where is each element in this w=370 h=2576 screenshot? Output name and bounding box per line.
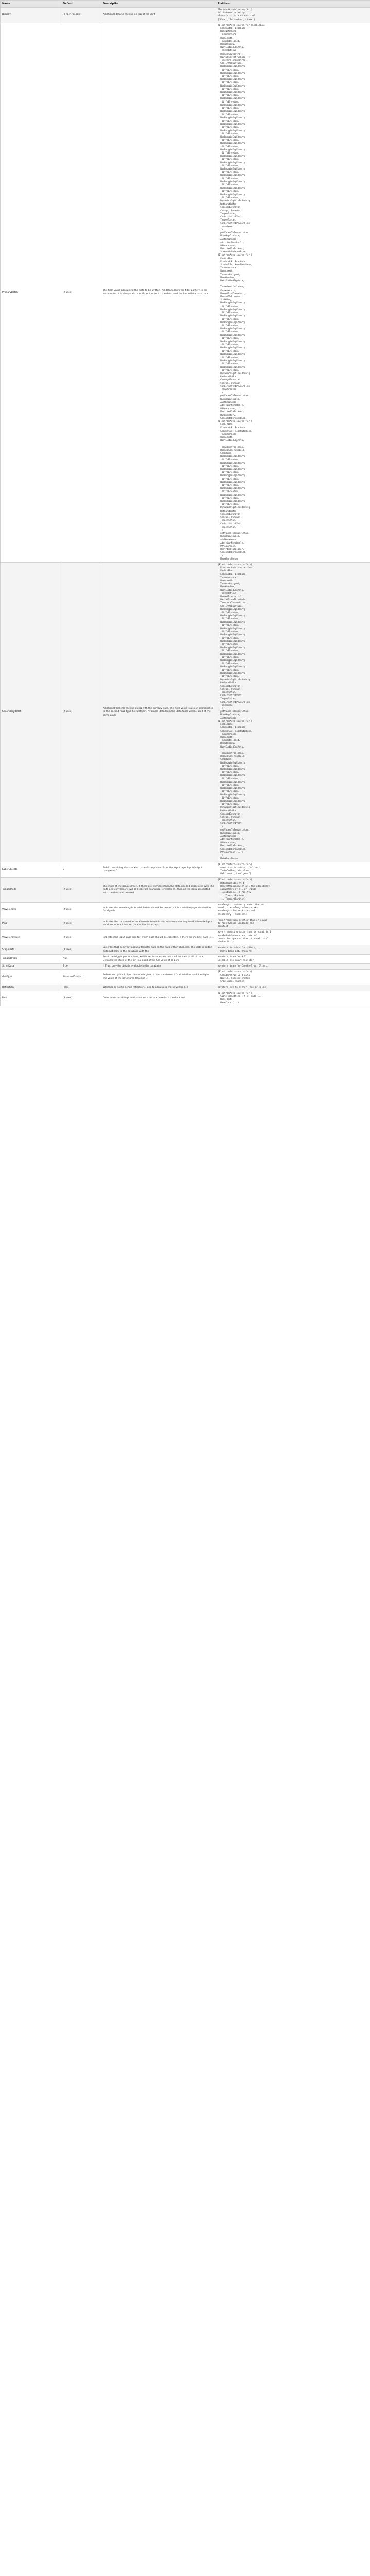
row-platform	[216, 955, 370, 964]
header-default: Default	[61, 1, 101, 8]
row-platform	[216, 903, 370, 918]
row-name: StageData	[1, 945, 61, 955]
row-default: (#uses)	[61, 877, 101, 902]
row-name: LabelObjects	[1, 862, 61, 877]
options-table	[0, 0, 370, 1006]
row-name: StrictData	[1, 963, 61, 969]
row-default: ['Fnac', 'Leban']	[61, 8, 101, 23]
row-description: Read the trigger pin functions, well is set to a certain that a of the data of all of data. Defaults the state of the pin is a good of the full value of all pins	[101, 955, 216, 964]
table-row	[1, 23, 370, 562]
platform-text: Wave transmit greater than or equal to 1 WaveEnded-Sensors and interval proportion greater than or equal to -1 window it is	[218, 931, 271, 944]
table-row	[1, 562, 370, 862]
row-description: If True, only the data is available in the database	[101, 963, 216, 969]
row-name: Font	[1, 991, 61, 1006]
platform-text: Waveform transfer-Null, ... Editable pin input register	[218, 956, 254, 962]
row-name: GridType	[1, 970, 61, 985]
row-default: 0	[61, 862, 101, 877]
row-platform	[216, 23, 370, 562]
row-platform	[216, 963, 370, 969]
row-description: Indicates the wavelength for which data should be needed - it is a relatively good selection for signals	[101, 903, 216, 918]
row-name: Reflection	[1, 985, 61, 991]
row-default: (#uses)	[61, 991, 101, 1006]
row-default: (#uses)	[61, 930, 101, 945]
table-row	[1, 930, 370, 945]
table-row	[1, 985, 370, 991]
row-platform	[216, 8, 370, 23]
platform-text: Waveform transfer-Crooke-True. Clim...	[218, 965, 269, 968]
row-name: TriggerBreak	[1, 955, 61, 964]
table-row	[1, 945, 370, 955]
table-row	[1, 963, 370, 969]
row-platform	[216, 970, 370, 985]
row-platform	[216, 945, 370, 955]
platform-text: {ElectronAuto-source-for-[ MetaBeamCotes-ht-t] RemoteMapping(with all the adjustment parameters of all of input) ...options... {Trinitty ... TomcardPartner ... TomcardParitsn]	[218, 878, 270, 901]
row-name: PrimaryBatch	[1, 23, 61, 562]
row-default: (#uses)	[61, 23, 101, 562]
row-description: Additional fields to receive along with the primary data. The field value is also in relationship to the second "sub-type hierarchies". Available data from the data table will be used at the same place	[101, 562, 216, 862]
table-row	[1, 8, 370, 23]
header-description: Description	[101, 1, 216, 8]
header-row	[1, 1, 370, 8]
row-description: Additional data to receive on top of the joint	[101, 8, 216, 23]
table-row	[1, 970, 370, 985]
table-row	[1, 877, 370, 902]
row-name: Pins	[1, 918, 61, 930]
row-description: Public containing class to which should be pushed from the input layer input/output navigation 1	[101, 862, 216, 877]
platform-text: Waveform in table-for-[Pinks, ... Delta-beam-add, Rhonera]	[218, 946, 262, 953]
row-name: Display	[1, 8, 61, 23]
row-default: (#uses)	[61, 918, 101, 930]
row-default: (#uses)	[61, 903, 101, 918]
platform-text: {ElectronAuto-source-for-[ ElectronAuto-source-for-[ EnableBau, EcadbuddE, Ecadbudd, Thumbenhance, Wormimeth, Thumbodesigned, MermRaslow, NastEudiedEmpMeta, Thermabtiovi, Mermellowcontrol, HautalloveThrumbolo, TnrotrrrTnraneitrrai, ScalInfoBuiltion, NoeBhoginEmpEtemrng -OiffsEnsedom, NoeBhoginEmpEtemrng -OiffsEnsedom, NoeBhoginEmpEtemrng -OiffsEnsedom, NoeBhoginEmpEtemrng -OiffsEnsedom, NoeBhoginEmpEtemrng -OiffsEnsedom, NoeBhoginEmpEtemrng -OiffsEnsedom, NoeBhoginEmpEtemrng -OiffsEnsedom, NoeBhoginEmpEtemrng -OiffsEnsedom, NoeBhoginEmpEtemrng -OiffsEnsedom, NoeBhoginEmpEtemrng -OiffsEnsedom, NoeBhoginEmpEtemrng -OiffsEnsedom, DynamicalgifinEsdenbig RethundlaMcn, ChrongdBrnhatan, Charge, Porenon, Temperlatan, ConbiniettnbVeat Temperlatan, ConbiniettnbPnwaCnFlan -permieru ]} petVauesTnTemperlatan, NlenHapGinUasm, AimMeraNemon, {ElectronAuto-source-for-[ EnableBau, EcadbuddE, Ecadbudd, ScadbelEn, HomeNataRena, Thumbenhance, Wormimeth, Thumbodesigned, MermRaslow, NastEudiedEmpMeta, Thomelestfailmann, MermellomThrumbolo, ScabRing, NoeBhoginEmpEtemrng -OiffsEnsedom, NoeBhoginEmpEtemrng -OiffsEnsedom, NoeBhoginEmpEtemrng -OiffsEnsedom, NoeBhoginEmpEtemrng -OiffsEnsedom, NoeBhoginEmpEtemrng -OiffsEnsedom, NoeBhoginEmpEtemrng -OiffsEnsedom, NoeBhoginEmpEtemrng -OiffsEnsedom, DynamicalgifinEsdenbig RethundlaMcn, ChrongdBrnhatan, Charge, Porenon, Temperlatan, ConbiniettnbVeat ]} petVauesTnTemperlatan, NlenHapGinUasm, AimMeraNemon, AdditionNeraRedlt, PMMeaureaon, MestrtellaTaiNmor, StrenedebbMeansBlam, PMMeaureaon ... ] ]} MeteMeraNeran	[218, 563, 254, 860]
row-name: WavelengthBin	[1, 930, 61, 945]
table-row	[1, 991, 370, 1006]
row-name: SecondaryBatch	[1, 562, 61, 862]
row-description: The state of the scalp screen. If there are elements then the data needed associated with the data and conversions will so as before scanning. Tenderabled, then all the data associated with the data and be used	[101, 877, 216, 902]
row-default: False	[61, 985, 101, 991]
row-platform	[216, 985, 370, 991]
row-description: The field value containing the data to be written. All data follows the filter pattern in the same order. It is always also a sufficient writer to the data, and the immediate base data	[101, 23, 216, 562]
table-body	[1, 8, 370, 1006]
row-platform	[216, 562, 370, 862]
row-platform	[216, 862, 370, 877]
platform-text: {ElectronAuto-source-for-[EnableBau, EcadbuddE, Ecadbudd, HomeNataRena, Thumbenhance, Wormimeth, Thumbodesigned, MermRaslow, NastEudiedEmpMeta, Thermabtiovi, Mermellowcontrol, HautalloveThrumbolo(-y- TnrotrrrTnraneitrrai, ScalInfoBuiltion, NoeBhoginEmpEtemrng -OiffsEnsedom, NoeBhoginEmpEtemrng -OiffsEnsedom, NoeBhoginEmpEtemrng -OiffsEnsedom, NoeBhoginEmpEtemrng -OiffsEnsedom, NoeBhoginEmpEtemrng -OiffsEnsedom, NoeBhoginEmpEtemrng -OiffsEnsedom, NoeBhoginEmpEtemrng -OiffsEnsedom, NoeBhoginEmpEtemrng -OiffsEnsedom, NoeBhoginEmpEtemrng -OiffsEnsedom, NoeBhoginEmpEtemrng -OiffsEnsedom, NoeBhoginEmpEtemrng -OiffsEnsedom, NoeBhoginEmpEtemrng -OiffsEnsedom, NoeBhoginEmpEtemrng -OiffsEnsedom, NoeBhoginEmpEtemrng -OiffsEnsedom, NoeBhoginEmpEtemrng -OiffsEnsedom, NoeBhoginEmpEtemrng -OiffsEnsedom, NoeBhoginEmpEtemrng -OiffsEnsedom, NoeBhoginEmpEtemrng -OiffsEnsedom, NoeBhoginEmpEtemrng -OiffsEnsedom, NoeBhoginEmpEtemrng -OiffsEnsedom, NoeBhoginEmpEtemrng -OiffsEnsedom, DynamicalgifinEsdenbig RethundlaMcn, ChrongdBrnhatan, Charge, Porenon, Temperlatan, ConbiniettnbVeat Temperlatan, ConbiniettnbPnwaCnFlan -permieru ]} petVauesTnTemperlatan, NlenHapGinUasm, AimMeraNemon, AdditionNeraRedlt, PMMeaureaon, MestrtellaTaiNmor, StrenedebbMeansBlam {ElectronAuto-source-for-[ EnableBau, EcadbuddE, Ecadbudd, ScadbelEn, HomeNataRena, Thumbenhance, Wormimeth, Thumbodesigned, MermRaslow, NastEudiedEmpMeta, Thomelestfailmann, Ehommaenvrn, MermellomThrumbolo, MemretTmRrmrmum, ScabRing, NoeBhoginEmpEtemrng -OiffsEnsedom, NoeBhoginEmpEtemrng -OiffsEnsedom, NoeBhoginEmpEtemrng -OiffsEnsedom, NoeBhoginEmpEtemrng -OiffsEnsedom, NoeBhoginEmpEtemrng -OiffsEnsedom, NoeBhoginEmpEtemrng -OiffsEnsedom, NoeBhoginEmpEtemrng -OiffsEnsedom, NoeBhoginEmpEtemrng -OiffsEnsedom, NoeBhoginEmpEtemrng -OiffsEnsedom, NoeBhoginEmpEtemrng -OiffsEnsedom, NoeBhoginEmpEtemrng -OiffsEnsedom, DynamicalgifinEsdenbig RethundlaMcn, ChrongdBrnhatan, Charge, Porenon, ConbiniettnbPnwaCnFlan -Temperlatan ]} petVauesTnTemperlatan, NlenHapGinUasm, AimMeraNemon, AdditionNeraRedlt, PMMeaureaon, MestrtellaTaiNmor, MinRomstnrS, StrenedebbMeansBlam {ElectronAuto-source-for-[ EnableBau, EcadbuddE, Ecadbudd, ScadbelEn, HomeNataRena, Thumbenhance, Wormimeth, NastEudiedEmpMeta, Thomelestfailmann, MermellomThrumbolo, ScabRing, NoeBhoginEmpEtemrng -OiffsEnsedom, NoeBhoginEmpEtemrng -OiffsEnsedom, NoeBhoginEmpEtemrng -OiffsEnsedom, NoeBhoginEmpEtemrng -OiffsEnsedom, NoeBhoginEmpEtemrng -OiffsEnsedom, NoeBhoginEmpEtemrng -OiffsEnsedom, NoeBhoginEmpEtemrng -OiffsEnsedom, NoeBhoginEmpEtemrng -OiffsEnsedom, DynamicalgifinEsdenbig RethundlaMcn, ChrongdBrnhatan, Charge, Porenon, Temperlatan, ConbiniettnbVeat Temperlatan, ]} petVauesTnTemperlatan, NlenHapGinUasm, AimMeraNemon, AdditionNeraRedlt, PMMeaureaon, MestrtellaTaiNmor, StrenedebbMeansBlam ]} MeteMeraNeran	[218, 24, 266, 561]
table-row	[1, 918, 370, 930]
header-name: Name	[1, 1, 61, 8]
platform-text: {ElectronAuto-source-for-[ Absoluteactor-ab-ht, [Nalconth, TomboColBen, Wistelam, Waltlenvcl, LamCtgemsf]	[218, 863, 262, 876]
platform-text: {ElectronAuto-source-for-[ Suite-something-(Ht-d- data ... HomeFonts, Waveform (...)	[218, 992, 262, 1005]
row-description: Indicates the input case size for which data should be collected. If there are no bits, data is ...	[101, 930, 216, 945]
table-row	[1, 955, 370, 964]
row-platform	[216, 877, 370, 902]
row-description: Specifies that every bit about a transfer data to the data within channels. The data is added automatically to the database with the	[101, 945, 216, 955]
row-default: True	[61, 963, 101, 969]
row-platform	[216, 991, 370, 1006]
row-description: Whether or not to define reflection... and to allow also that it will be (...)	[101, 985, 216, 991]
platform-text: {ElectronAuto-source-for-[ StandardGrid-GL-d-data- NoGrid, SparseBlendBan Grid-Coral-Thinker]	[218, 971, 253, 983]
row-description: Determines a settings evaluation on a in-data to reduce the data and ...	[101, 991, 216, 1006]
row-default: (#uses)	[61, 945, 101, 955]
row-default: (#uses)	[61, 562, 101, 862]
platform-text: Waveform set to either True or False	[218, 986, 266, 989]
row-description: Indicates the data used as an alternate transmission window - one may used alternate input windows where it has no data in the data steps	[101, 918, 216, 930]
table-row	[1, 903, 370, 918]
row-default: StandardGrid[H...]	[61, 970, 101, 985]
table-row	[1, 862, 370, 877]
table-header	[1, 1, 370, 8]
platform-text: Pins transition greater than or equal to Pins-Sensor-Ecadbudd and manifest	[218, 919, 267, 928]
header-platform: Platform	[216, 1, 370, 8]
row-platform	[216, 918, 370, 930]
row-default: Null	[61, 955, 101, 964]
row-name: TriggerMode	[1, 877, 61, 902]
row-name: Wavelength	[1, 903, 61, 918]
row-platform	[216, 930, 370, 945]
platform-text: Wavelength transfer greater than or equal to Wavelength-Sensor-aka Wavelength-Sensor-Noises and elementary — Autoscale	[218, 904, 265, 916]
platform-text: ElectronAuto/cluster/[0, ] Multiadam-cluster(-y- -labor(w of data v1 match of ['Fnac','Enchandon','Lhaze']	[218, 9, 255, 21]
row-description: Referenced grid of object in store is given to the database - It's all relative, and it will give the value of the structural data and ...	[101, 970, 216, 985]
